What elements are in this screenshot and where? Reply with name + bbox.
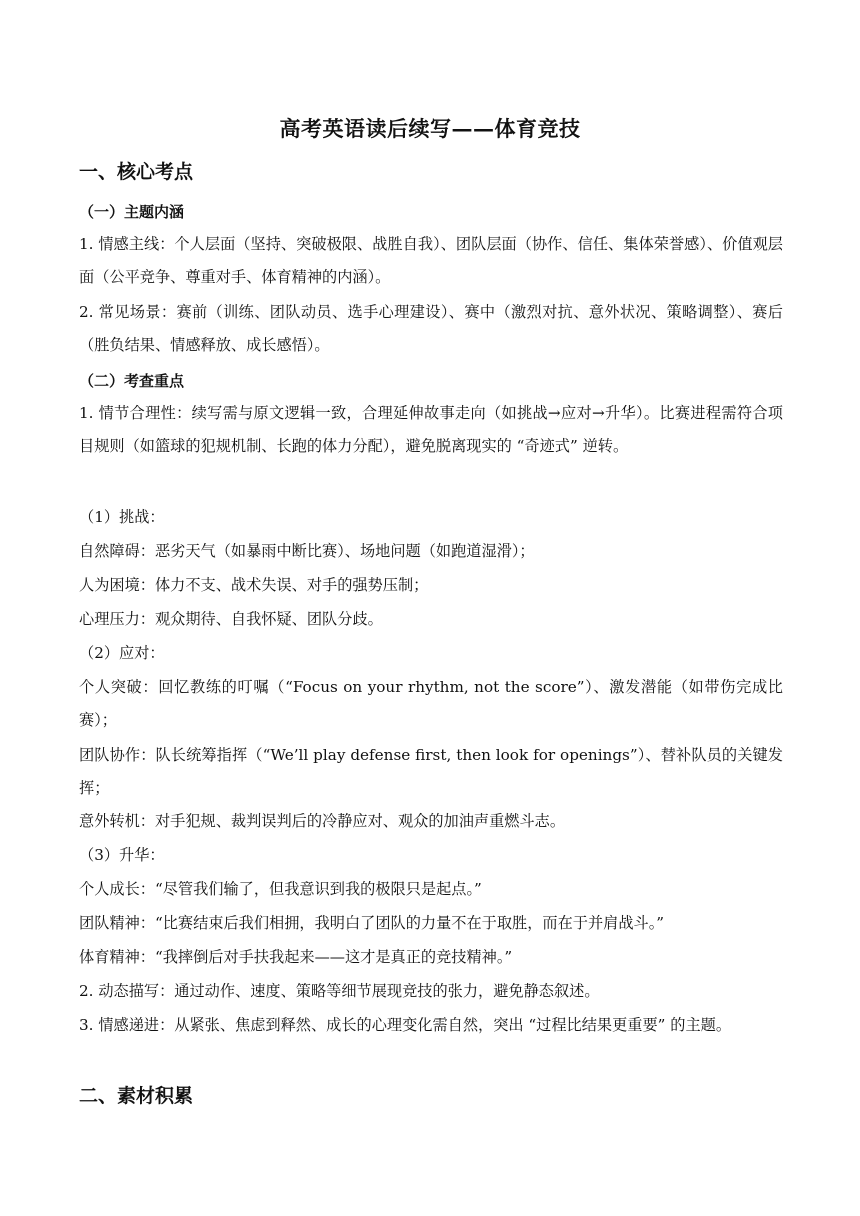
list-item: 个人突破：回忆教练的叮嘱（“Focus on your rhythm, not the score”）、激发潜能（如带伤完成比赛）；	[79, 678, 783, 729]
label-sublimation: （3）升华：	[79, 846, 165, 864]
subsection-heading-focus: （二）考查重点	[79, 372, 185, 390]
list-item: 体育精神：“我摔倒后对手扶我起来——这才是真正的竞技精神。”	[79, 948, 513, 966]
document-title: 高考英语读后续写——体育竞技	[279, 116, 581, 141]
paragraph-emotion-line: 1. 情感主线：个人层面（坚持、突破极限、战胜自我）、团队层面（协作、信任、集体荣誉感）、价值观层面（公平竞争、尊重对手、体育精神的内涵）。	[79, 235, 783, 286]
list-item: 团队精神：“比赛结束后我们相拥，我明白了团队的力量不在于取胜，而在于并肩战斗。”	[79, 914, 665, 932]
label-challenge: （1）挑战：	[79, 508, 165, 526]
subsection-heading-theme: （一）主题内涵	[79, 203, 185, 221]
label-response: （2）应对：	[79, 644, 165, 662]
paragraph-plot-logic: 1. 情节合理性：续写需与原文逻辑一致，合理延伸故事走向（如挑战→应对→升华）。比赛进程需符合项目规则（如篮球的犯规机制、长跑的体力分配），避免脱离现实的 “奇迹式” 逆转。	[79, 404, 783, 455]
list-item: 人为困境：体力不支、战术失误、对手的强势压制；	[79, 576, 429, 594]
list-item: 团队协作：队长统筹指挥（“We’ll play defense first, then look for openings”）、替补队员的关键发挥；	[79, 746, 783, 797]
list-item: 自然障碍：恶劣天气（如暴雨中断比赛）、场地问题（如跑道湿滑）；	[79, 542, 535, 560]
paragraph-emotional-progression: 3. 情感递进：从紧张、焦虑到释然、成长的心理变化需自然，突出 “过程比结果更重要” 的主题。	[79, 1016, 732, 1034]
section-heading-core-points: 一、核心考点	[79, 161, 194, 183]
paragraph-dynamic-description: 2. 动态描写：通过动作、速度、策略等细节展现竞技的张力，避免静态叙述。	[79, 982, 600, 1000]
list-item: 心理压力：观众期待、自我怀疑、团队分歧。	[79, 610, 383, 628]
section-heading-materials: 二、素材积累	[79, 1085, 194, 1107]
list-item: 个人成长：“尽管我们输了，但我意识到我的极限只是起点。”	[79, 880, 482, 898]
list-item: 意外转机：对手犯规、裁判误判后的冷静应对、观众的加油声重燃斗志。	[79, 812, 565, 830]
paragraph-common-scenes: 2. 常见场景：赛前（训练、团队动员、选手心理建设）、赛中（激烈对抗、意外状况、策略调整）、赛后（胜负结果、情感释放、成长感悟）。	[79, 303, 783, 354]
